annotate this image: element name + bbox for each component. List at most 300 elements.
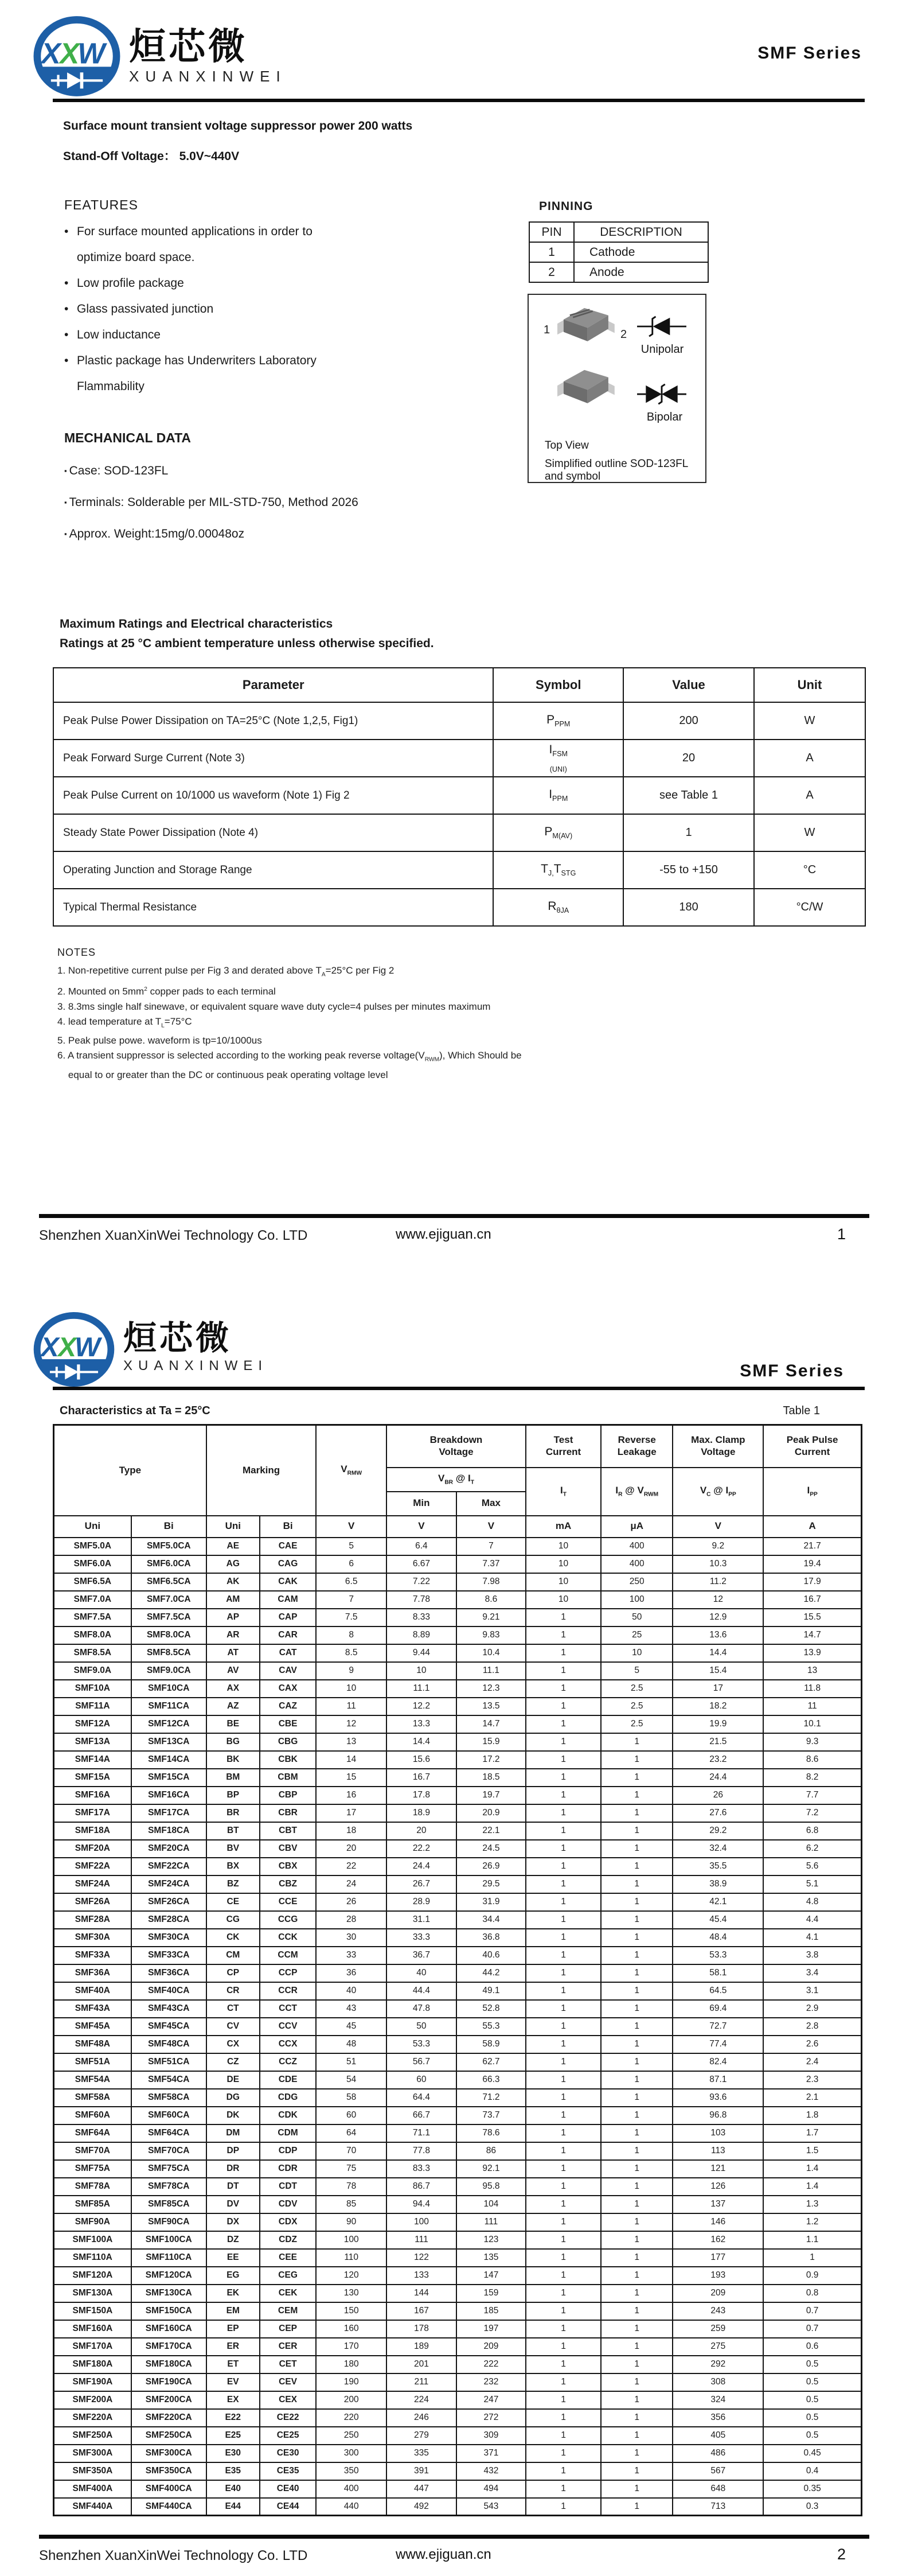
cell-ir: 1: [601, 1982, 673, 2000]
cell-type-uni: SMF90A: [54, 2213, 131, 2231]
cell-it: 1: [526, 2053, 601, 2071]
cell-vrmw: 14: [316, 1751, 386, 1769]
cell-it: 1: [526, 2462, 601, 2480]
brand-logo: [32, 1311, 268, 1388]
cell-vbr-max: 272: [456, 2409, 526, 2427]
mechanical-item: [64, 487, 523, 518]
cell-ir: 1: [601, 1858, 673, 1875]
cell-marking-uni: DG: [206, 2089, 260, 2107]
cell-marking-bi: CBG: [260, 1733, 317, 1751]
feature-item: [64, 322, 523, 348]
cell-vbr-min: 47.8: [386, 2000, 456, 2018]
cell-ipp: 5.6: [763, 1858, 861, 1875]
cell-vbr-max: 11.1: [456, 1662, 526, 1680]
cell-vbr-min: 167: [386, 2302, 456, 2320]
cell-ir: 1: [601, 2391, 673, 2409]
cell-vbr-min: 144: [386, 2285, 456, 2302]
cell-vbr-max: 13.5: [456, 1698, 526, 1715]
cell-vc: 32.4: [673, 1840, 763, 1858]
cell-type-bi: SMF43CA: [131, 2000, 206, 2018]
cell-it: 1: [526, 1769, 601, 1787]
cell-type-bi: SMF400CA: [131, 2480, 206, 2498]
cell-marking-bi: CCT: [260, 2000, 317, 2018]
cell-type-bi: SMF48CA: [131, 2036, 206, 2053]
cell-marking-bi: CDZ: [260, 2231, 317, 2249]
svg-text:X: X: [41, 37, 61, 70]
cell-vc: 567: [673, 2462, 763, 2480]
cell-marking-bi: CE35: [260, 2462, 317, 2480]
cell-ipp: 0.5: [763, 2391, 861, 2409]
cell-vbr-min: 20: [386, 1822, 456, 1840]
cell-it: 1: [526, 2285, 601, 2302]
cell-type-bi: SMF250CA: [131, 2427, 206, 2445]
smd-package-bipolar: [554, 364, 617, 408]
cell-ir: 1: [601, 2285, 673, 2302]
char-table-row: [54, 2302, 862, 2320]
cell-marking-bi: CAM: [260, 1591, 317, 1609]
cell-ipp: 1.3: [763, 2196, 861, 2213]
notes-heading: NOTES: [57, 947, 96, 958]
cell-vc: 82.4: [673, 2053, 763, 2071]
cell-vbr-max: 71.2: [456, 2089, 526, 2107]
cell-type-uni: SMF43A: [54, 2000, 131, 2018]
char-table-row: [54, 1947, 862, 1964]
cell-marking-uni: E22: [206, 2409, 260, 2427]
feature-text: Glass passivated junction: [77, 302, 214, 316]
cell-vbr-max: 123: [456, 2231, 526, 2249]
cell-vbr-max: 543: [456, 2498, 526, 2516]
cell-type-uni: SMF110A: [54, 2249, 131, 2267]
pin-description-cell: Cathode: [574, 242, 708, 262]
feature-text: Plastic package has Underwriters Laboratory Flammability: [77, 354, 317, 393]
cell-marking-bi: CEX: [260, 2391, 317, 2409]
cell-ir: 1: [601, 2267, 673, 2285]
cell-vrmw: 6: [316, 1555, 386, 1573]
brand-name-en: XUANXINWEI: [123, 1357, 268, 1373]
cell-vbr-min: 492: [386, 2498, 456, 2516]
char-table-row: [54, 1573, 862, 1591]
parameter-cell: Typical Thermal Resistance: [53, 889, 493, 926]
cell-ipp: 11.8: [763, 1680, 861, 1698]
char-table-row: [54, 1626, 862, 1644]
cell-marking-uni: CX: [206, 2036, 260, 2053]
cell-vbr-max: 7: [456, 1538, 526, 1555]
cell-ir: 1: [601, 1840, 673, 1858]
cell-ipp: 1.8: [763, 2107, 861, 2124]
cell-it: 1: [526, 1875, 601, 1893]
cell-vrmw: 440: [316, 2498, 386, 2516]
cell-type-uni: SMF440A: [54, 2498, 131, 2516]
cell-ir: 1: [601, 2338, 673, 2356]
cell-marking-uni: DT: [206, 2178, 260, 2196]
cell-marking-bi: CDP: [260, 2142, 317, 2160]
cell-type-uni: SMF36A: [54, 1964, 131, 1982]
char-table-row: [54, 2462, 862, 2480]
cell-vrmw: 8: [316, 1626, 386, 1644]
cell-vc: 77.4: [673, 2036, 763, 2053]
char-table-row: [54, 2267, 862, 2285]
cell-vrmw: 110: [316, 2249, 386, 2267]
cell-ipp: 21.7: [763, 1538, 861, 1555]
cell-marking-uni: CM: [206, 1947, 260, 1964]
pinning-row: [529, 242, 708, 262]
cell-vbr-min: 26.7: [386, 1875, 456, 1893]
parameter-cell: Steady State Power Dissipation (Note 4): [53, 814, 493, 851]
cell-it: 1: [526, 1982, 601, 2000]
cell-ipp: 4.4: [763, 1911, 861, 1929]
cell-vbr-max: 24.5: [456, 1840, 526, 1858]
cell-type-bi: SMF36CA: [131, 1964, 206, 1982]
brand-name-en: XUANXINWEI: [129, 68, 287, 85]
cell-vc: 146: [673, 2213, 763, 2231]
cell-vbr-max: 10.4: [456, 1644, 526, 1662]
series-title: SMF Series: [740, 1361, 844, 1380]
cell-it: 1: [526, 2142, 601, 2160]
cell-vbr-max: 26.9: [456, 1858, 526, 1875]
char-table-row: [54, 2213, 862, 2231]
cell-marking-bi: CDM: [260, 2124, 317, 2142]
cell-it: 1: [526, 1609, 601, 1626]
cell-ir: 1: [601, 2213, 673, 2231]
cell-ipp: 1: [763, 2249, 861, 2267]
cell-vbr-max: 19.7: [456, 1787, 526, 1804]
feature-item: [64, 270, 523, 296]
cell-type-bi: SMF85CA: [131, 2196, 206, 2213]
cell-type-uni: SMF33A: [54, 1947, 131, 1964]
cell-marking-uni: E35: [206, 2462, 260, 2480]
cell-vc: 19.9: [673, 1715, 763, 1733]
cell-ipp: 0.9: [763, 2267, 861, 2285]
cell-type-bi: SMF9.0CA: [131, 1662, 206, 1680]
cell-ipp: 3.4: [763, 1964, 861, 1982]
cell-vc: 72.7: [673, 2018, 763, 2036]
cell-marking-uni: AP: [206, 1609, 260, 1626]
bipolar-diode-icon: [636, 382, 687, 406]
cell-vbr-max: 95.8: [456, 2178, 526, 2196]
cell-ipp: 0.7: [763, 2302, 861, 2320]
cell-ir: 2.5: [601, 1698, 673, 1715]
test-current-header: Test Current: [526, 1425, 601, 1468]
cell-ipp: 0.5: [763, 2373, 861, 2391]
cell-vc: 64.5: [673, 1982, 763, 2000]
peak-pulse-current-header: Peak Pulse Current: [763, 1425, 861, 1468]
cell-it: 10: [526, 1538, 601, 1555]
cell-marking-bi: CCK: [260, 1929, 317, 1947]
cell-it: 1: [526, 2231, 601, 2249]
footer-website: www.ejiguan.cn: [396, 2547, 491, 2562]
cell-type-uni: SMF350A: [54, 2462, 131, 2480]
cell-vbr-min: 111: [386, 2231, 456, 2249]
cell-marking-bi: CDE: [260, 2071, 317, 2089]
cell-marking-bi: CBK: [260, 1751, 317, 1769]
table1-label: Table 1: [783, 1404, 820, 1417]
cell-vbr-min: 94.4: [386, 2196, 456, 2213]
header-divider: [53, 1387, 865, 1390]
cell-marking-uni: AV: [206, 1662, 260, 1680]
cell-vrmw: 150: [316, 2302, 386, 2320]
char-table-row: [54, 2124, 862, 2142]
cell-ipp: 5.1: [763, 1875, 861, 1893]
cell-vrmw: 20: [316, 1840, 386, 1858]
unit-cell: A: [754, 777, 865, 814]
cell-vrmw: 10: [316, 1680, 386, 1698]
cell-type-bi: SMF11CA: [131, 1698, 206, 1715]
char-table-row: [54, 1680, 862, 1698]
cell-type-uni: SMF8.0A: [54, 1626, 131, 1644]
cell-marking-uni: EM: [206, 2302, 260, 2320]
pinning-table: [529, 221, 709, 283]
cell-type-bi: SMF300CA: [131, 2445, 206, 2462]
cell-vc: 209: [673, 2285, 763, 2302]
cell-vbr-max: 52.8: [456, 2000, 526, 2018]
cell-vc: 405: [673, 2427, 763, 2445]
cell-marking-bi: CCX: [260, 2036, 317, 2053]
cell-vc: 324: [673, 2391, 763, 2409]
cell-ir: 1: [601, 2196, 673, 2213]
cell-vbr-min: 66.7: [386, 2107, 456, 2124]
cell-type-uni: SMF120A: [54, 2267, 131, 2285]
it-header: $I_T$: [526, 1468, 601, 1516]
cell-vrmw: 58: [316, 2089, 386, 2107]
cell-type-uni: SMF170A: [54, 2338, 131, 2356]
cell-it: 1: [526, 1947, 601, 1964]
cell-vrmw: 190: [316, 2373, 386, 2391]
square-bullet-icon: ▪: [64, 530, 67, 538]
cell-vrmw: 33: [316, 1947, 386, 1964]
cell-marking-uni: E25: [206, 2427, 260, 2445]
cell-vc: 193: [673, 2267, 763, 2285]
features-list: [64, 219, 523, 399]
cell-marking-uni: CZ: [206, 2053, 260, 2071]
mechanical-text: Terminals: Solderable per MIL-STD-750, Method 2026: [69, 496, 358, 509]
cell-marking-bi: CE44: [260, 2498, 317, 2516]
pin-number-cell: 1: [529, 242, 574, 262]
series-title: SMF Series: [757, 44, 862, 63]
char-header-row-1: [54, 1425, 862, 1468]
cell-marking-bi: CCG: [260, 1911, 317, 1929]
cell-marking-uni: DZ: [206, 2231, 260, 2249]
cell-vrmw: 9: [316, 1662, 386, 1680]
char-table-row: [54, 1662, 862, 1680]
cell-type-uni: SMF180A: [54, 2356, 131, 2373]
cell-ir: 1: [601, 1929, 673, 1947]
cell-vbr-max: 247: [456, 2391, 526, 2409]
cell-type-bi: SMF75CA: [131, 2160, 206, 2178]
symbol-column-header: Symbol: [493, 668, 623, 702]
char-table-row: [54, 2320, 862, 2338]
unipolar-label: Unipolar: [640, 343, 684, 356]
bullet-icon: •: [64, 302, 69, 316]
note-item: 4. lead temperature at $T_L=75^\circ C$: [57, 1016, 192, 1029]
cell-type-uni: SMF400A: [54, 2480, 131, 2498]
cell-vbr-max: 29.5: [456, 1875, 526, 1893]
cell-ir: 1: [601, 2427, 673, 2445]
cell-vbr-max: 9.21: [456, 1609, 526, 1626]
page-number: 2: [837, 2546, 846, 2563]
cell-vc: 15.4: [673, 1662, 763, 1680]
notes-list: [57, 963, 774, 1083]
product-title-line1: Surface mount transient voltage suppressor power 200 watts: [63, 119, 413, 133]
cell-vbr-min: 10: [386, 1662, 456, 1680]
ratings-row: [53, 851, 865, 889]
cell-marking-bi: CET: [260, 2356, 317, 2373]
outline-caption: Simplified outline SOD-123FL and symbol: [545, 458, 688, 482]
product-title-line2: Stand-Off Voltage： 5.0V~440V: [63, 150, 240, 163]
char-table-row: [54, 2356, 862, 2373]
cell-vbr-min: 7.78: [386, 1591, 456, 1609]
cell-vrmw: 54: [316, 2071, 386, 2089]
cell-vc: 93.6: [673, 2089, 763, 2107]
cell-vbr-min: 86.7: [386, 2178, 456, 2196]
cell-it: 1: [526, 2089, 601, 2107]
cell-vc: 10.3: [673, 1555, 763, 1573]
cell-ir: 2.5: [601, 1680, 673, 1698]
cell-marking-uni: CR: [206, 1982, 260, 2000]
cell-it: 1: [526, 2000, 601, 2018]
reverse-leakage-header: Reverse Leakage: [601, 1425, 673, 1468]
cell-it: 1: [526, 1822, 601, 1840]
cell-vc: 486: [673, 2445, 763, 2462]
cell-vbr-min: 335: [386, 2445, 456, 2462]
ratings-row: [53, 814, 865, 851]
cell-vbr-min: 60: [386, 2071, 456, 2089]
cell-ipp: 4.8: [763, 1893, 861, 1911]
cell-type-bi: SMF13CA: [131, 1733, 206, 1751]
cell-ipp: 0.8: [763, 2285, 861, 2302]
cell-marking-bi: CBZ: [260, 1875, 317, 1893]
cell-vbr-min: 246: [386, 2409, 456, 2427]
ratings-row: [53, 889, 865, 926]
mechanical-item: [64, 455, 523, 487]
char-table-row: [54, 1733, 862, 1751]
cell-marking-uni: DE: [206, 2071, 260, 2089]
cell-it: 1: [526, 2213, 601, 2231]
cell-vbr-max: 34.4: [456, 1911, 526, 1929]
cell-marking-uni: EP: [206, 2320, 260, 2338]
cell-it: 1: [526, 2391, 601, 2409]
char-table-row: [54, 2018, 862, 2036]
cell-ir: 1: [601, 1964, 673, 1982]
cell-vbr-max: 55.3: [456, 2018, 526, 2036]
cell-vbr-min: 224: [386, 2391, 456, 2409]
cell-ir: 1: [601, 2445, 673, 2462]
characteristics-title: Characteristics at Ta = 25°C: [60, 1404, 210, 1417]
cell-vrmw: 220: [316, 2409, 386, 2427]
feature-text: Low profile package: [77, 277, 184, 290]
cell-ipp: 14.7: [763, 1626, 861, 1644]
cell-vbr-max: 31.9: [456, 1893, 526, 1911]
cell-type-uni: SMF60A: [54, 2107, 131, 2124]
cell-marking-uni: CV: [206, 2018, 260, 2036]
type-header: Type: [54, 1425, 206, 1516]
cell-type-bi: SMF160CA: [131, 2320, 206, 2338]
unit-cell: W: [754, 702, 865, 740]
char-table-row: [54, 2480, 862, 2498]
cell-type-bi: SMF24CA: [131, 1875, 206, 1893]
cell-vrmw: 130: [316, 2285, 386, 2302]
pinning-heading: PINNING: [539, 200, 593, 213]
cell-ipp: 11: [763, 1698, 861, 1715]
cell-vrmw: 70: [316, 2142, 386, 2160]
cell-vrmw: 78: [316, 2178, 386, 2196]
cell-ir: 1: [601, 2409, 673, 2427]
cell-vbr-min: 201: [386, 2356, 456, 2373]
char-table-row: [54, 2285, 862, 2302]
cell-type-uni: SMF6.5A: [54, 1573, 131, 1591]
value-cell: see Table 1: [623, 777, 754, 814]
cell-type-bi: SMF45CA: [131, 2018, 206, 2036]
cell-marking-bi: CE40: [260, 2480, 317, 2498]
cell-ipp: 2.8: [763, 2018, 861, 2036]
cell-ipp: 9.3: [763, 1733, 861, 1751]
cell-vbr-min: 122: [386, 2249, 456, 2267]
cell-marking-uni: DP: [206, 2142, 260, 2160]
cell-type-uni: SMF85A: [54, 2196, 131, 2213]
cell-marking-bi: CBV: [260, 1840, 317, 1858]
cell-vc: 103: [673, 2124, 763, 2142]
cell-vc: 9.2: [673, 1538, 763, 1555]
cell-marking-bi: CAP: [260, 1609, 317, 1626]
cell-marking-uni: CT: [206, 2000, 260, 2018]
cell-type-uni: SMF24A: [54, 1875, 131, 1893]
cell-type-uni: SMF51A: [54, 2053, 131, 2071]
ratings-table-body: [53, 702, 865, 926]
cell-marking-bi: CE22: [260, 2409, 317, 2427]
cell-marking-uni: AT: [206, 1644, 260, 1662]
cell-vrmw: 16: [316, 1787, 386, 1804]
cell-vc: 38.9: [673, 1875, 763, 1893]
cell-ir: 1: [601, 2000, 673, 2018]
cell-type-bi: SMF350CA: [131, 2462, 206, 2480]
char-table-row: [54, 2196, 862, 2213]
cell-marking-uni: AZ: [206, 1698, 260, 1715]
cell-vbr-min: 12.2: [386, 1698, 456, 1715]
cell-vrmw: 180: [316, 2356, 386, 2373]
cell-vbr-min: 31.1: [386, 1911, 456, 1929]
cell-it: 1: [526, 1787, 601, 1804]
char-table-row: [54, 1858, 862, 1875]
symbol-cell: $I_{FSM}$ $_{(UNI)}$: [493, 740, 623, 777]
svg-text:W: W: [75, 1332, 100, 1363]
cell-vc: 11.2: [673, 1573, 763, 1591]
char-table-row: [54, 1787, 862, 1804]
ratings-subtitle: Ratings at 25 °C ambient temperature unless otherwise specified.: [60, 637, 434, 650]
cell-vrmw: 43: [316, 2000, 386, 2018]
feature-text: For surface mounted applications in order to optimize board space.: [77, 225, 313, 264]
char-table-row: [54, 2498, 862, 2516]
cell-it: 1: [526, 1893, 601, 1911]
cell-vbr-max: 209: [456, 2338, 526, 2356]
mechanical-text: Case: SOD-123FL: [69, 464, 169, 477]
cell-type-bi: SMF5.0CA: [131, 1538, 206, 1555]
cell-marking-bi: CBX: [260, 1858, 317, 1875]
cell-vbr-min: 8.33: [386, 1609, 456, 1626]
cell-vbr-max: 9.83: [456, 1626, 526, 1644]
cell-marking-bi: CDG: [260, 2089, 317, 2107]
cell-type-uni: SMF20A: [54, 1840, 131, 1858]
char-table-row: [54, 1591, 862, 1609]
cell-vbr-max: 104: [456, 2196, 526, 2213]
cell-vbr-max: 147: [456, 2267, 526, 2285]
value-cell: 200: [623, 702, 754, 740]
cell-marking-uni: BR: [206, 1804, 260, 1822]
cell-type-uni: SMF130A: [54, 2285, 131, 2302]
cell-vbr-min: 33.3: [386, 1929, 456, 1947]
units-cell: μA: [601, 1516, 673, 1538]
note-item: 3. 8.3ms single half sinewave, or equivalent square wave duty cycle=4 pulses per minutes maximum: [57, 1001, 491, 1013]
cell-type-bi: SMF14CA: [131, 1751, 206, 1769]
cell-ipp: 1.1: [763, 2231, 861, 2249]
